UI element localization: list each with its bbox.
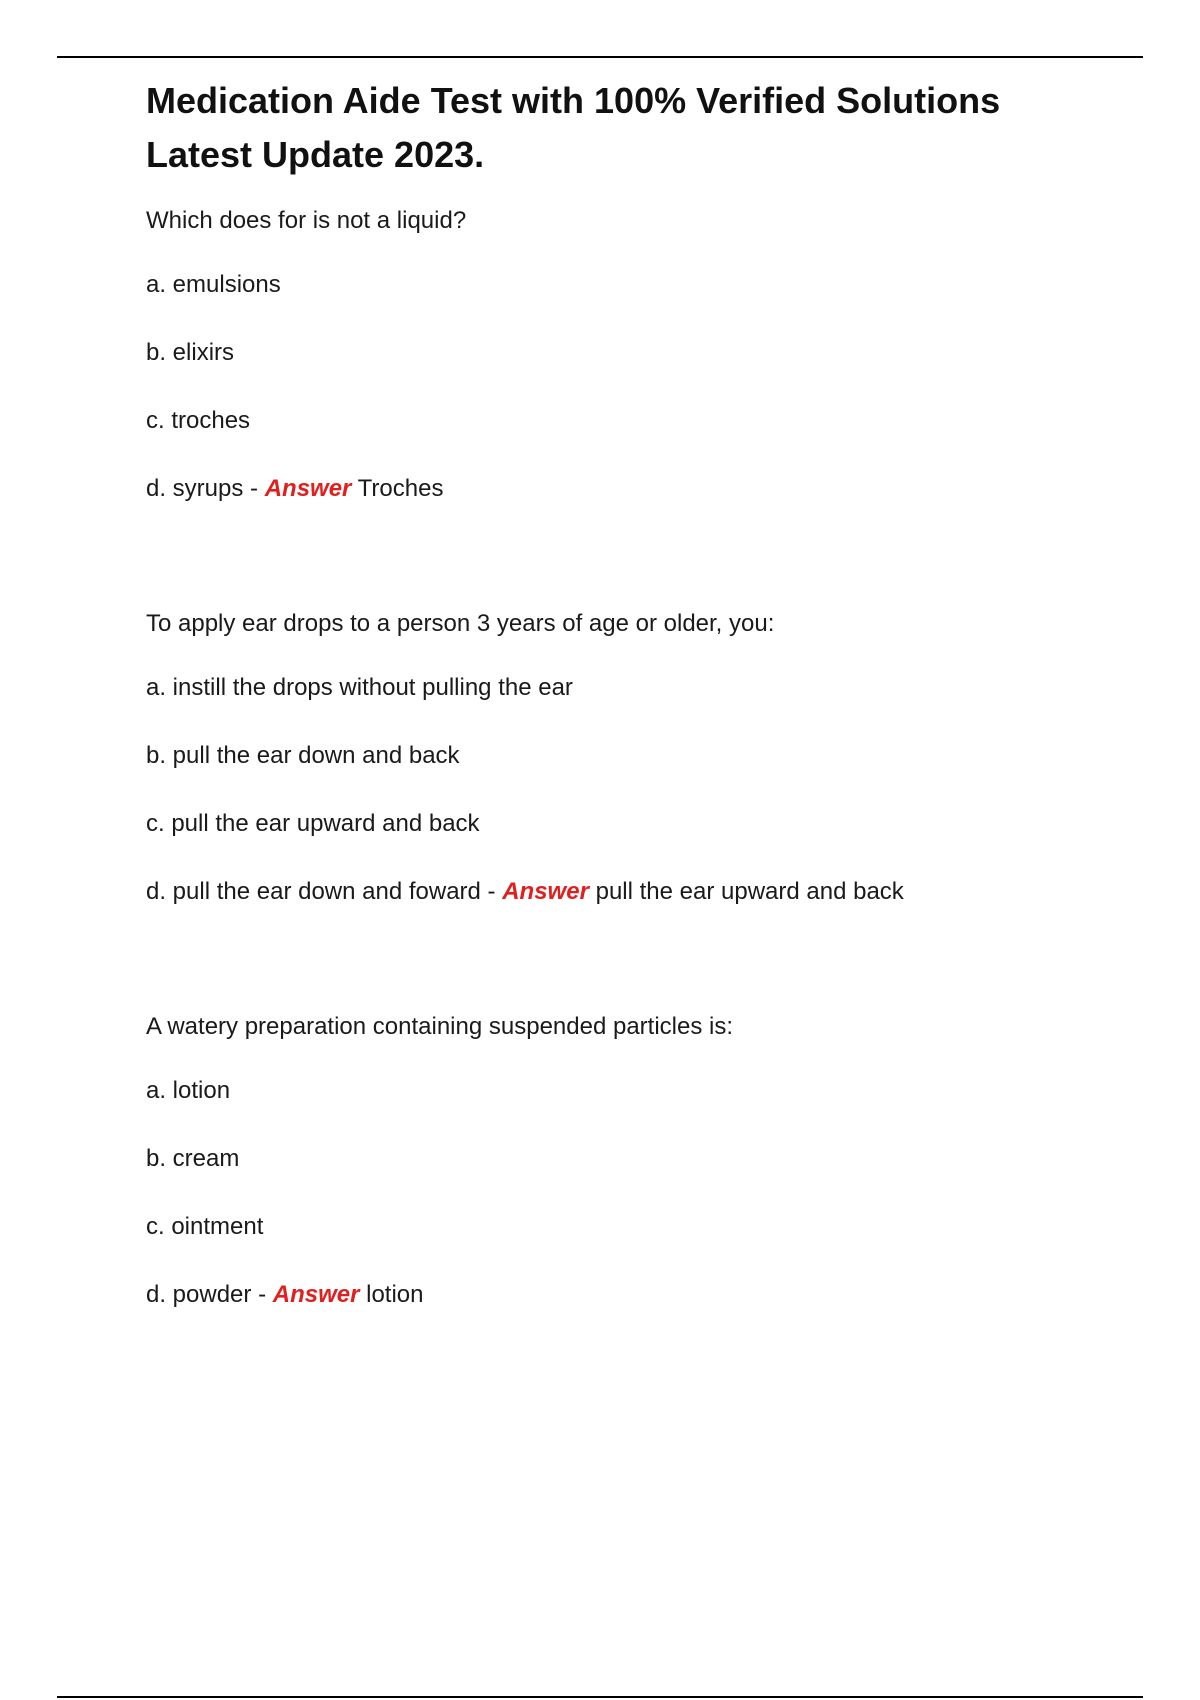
option-a: a. emulsions [146, 271, 281, 298]
option-d-with-answer [146, 472, 1086, 506]
option-d: d. pull the ear down and foward [146, 878, 481, 905]
document-title [146, 74, 1086, 182]
question-prompt: A watery preparation containing suspended particles is: [146, 1013, 734, 1040]
question-block [146, 607, 1086, 909]
option-d-with-answer [146, 1278, 1086, 1312]
option-a: a. lotion [146, 1077, 231, 1104]
title-line-2: Latest Update 2023. [146, 134, 485, 175]
top-rule [57, 56, 1143, 58]
answer-separator: - [480, 878, 503, 905]
question-prompt: Which does for is not a liquid? [146, 207, 467, 234]
option-b: b. pull the ear down and back [146, 742, 460, 769]
option-d-with-answer [146, 875, 1086, 909]
question-block [146, 204, 1086, 506]
answer-text: lotion [366, 1281, 424, 1308]
option-c: c. troches [146, 407, 251, 434]
answer-text: pull the ear upward and back [595, 878, 904, 905]
answer-label: Answer [264, 475, 352, 502]
document-page [146, 74, 1086, 1346]
option-b: b. elixirs [146, 339, 235, 366]
option-a: a. instill the drops without pulling the ear [146, 674, 573, 701]
spacer [146, 540, 1086, 607]
answer-label: Answer [272, 1281, 360, 1308]
answer-text: Troches [357, 475, 444, 502]
bottom-rule [57, 1696, 1143, 1698]
answer-label: Answer [502, 878, 589, 905]
spacer [146, 943, 1086, 1010]
question-block [146, 1010, 1086, 1312]
option-d: d. syrups [146, 475, 244, 502]
question-prompt: To apply ear drops to a person 3 years of age or older, you: [146, 610, 775, 637]
option-d: d. powder [146, 1281, 252, 1308]
answer-separator: - [251, 1281, 273, 1308]
option-b: b. cream [146, 1145, 240, 1172]
option-c: c. ointment [146, 1213, 264, 1240]
answer-separator: - [243, 475, 265, 502]
title-line-1: Medication Aide Test with 100% Verified Solutions [146, 80, 1001, 121]
option-c: c. pull the ear upward and back [146, 810, 480, 837]
